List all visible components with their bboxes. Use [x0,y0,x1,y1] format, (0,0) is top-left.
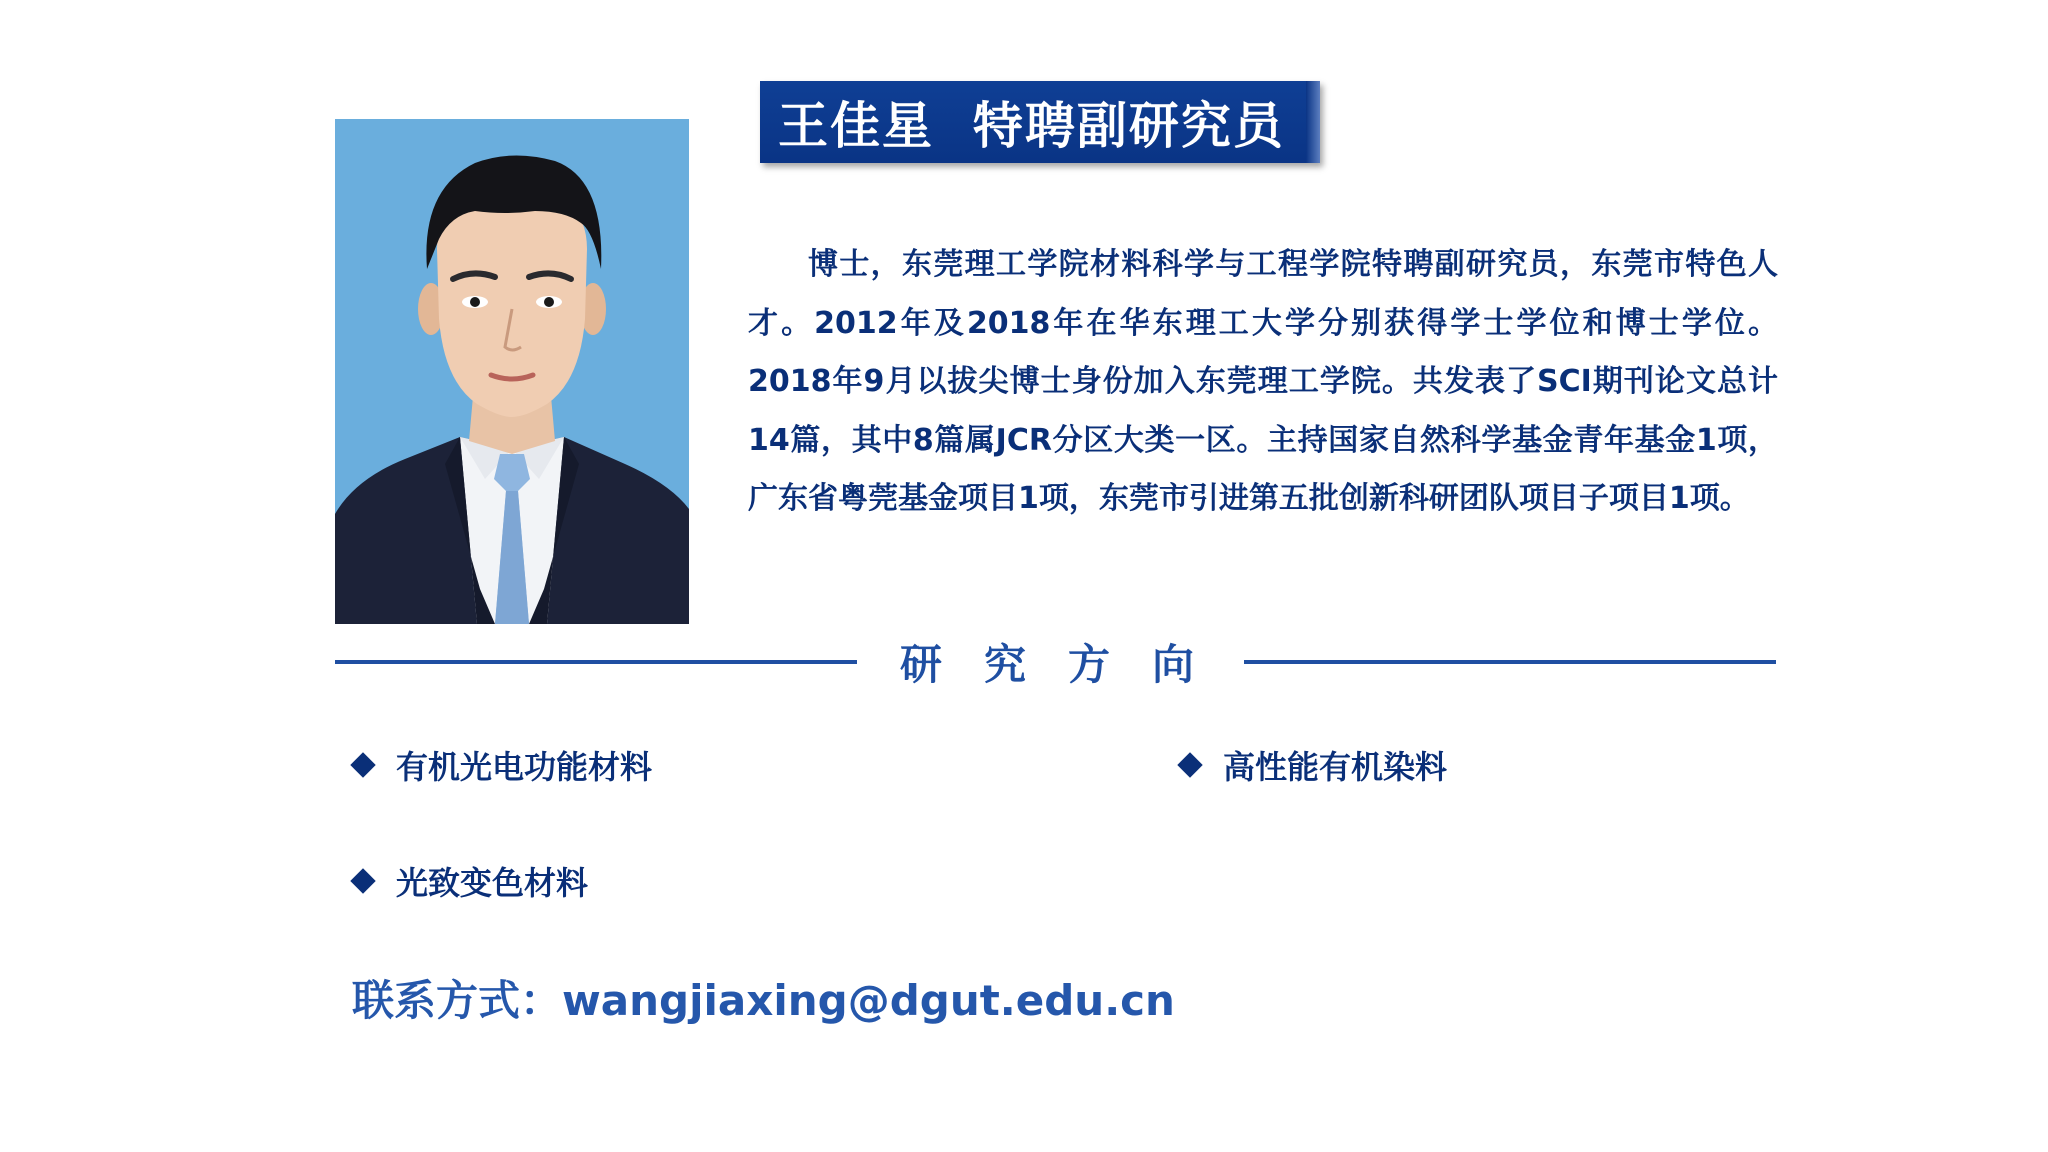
portrait-photo [335,119,689,624]
research-item [1175,742,1447,788]
page-title: 王佳星 特聘副研究员 [778,97,1285,155]
research-item-label: 高性能有机染料 [1223,748,1448,786]
section-divider-right [1244,660,1776,664]
research-item-label: 有机光电功能材料 [396,748,653,786]
bio-paragraph: 博士，东莞理工学院材料科学与工程学院特聘副研究员，东莞市特色人才。2012年及2018年在华东理工大学分别获得学士学位和博士学位。2018年9月以拔尖博士身份加入东莞理工学院。共发表了SCI期刊论文总计14篇，其中8篇属JCR分区大类一区。主持国家自然科学基金青年基金1项，广东省粤莞基金项目1项，东莞市引进第五批创新科研团队项目子项目1项。 [748,247,1778,516]
research-item [348,858,588,904]
title-banner [760,81,1320,163]
diamond-bullet-icon [350,868,375,893]
research-item-label: 光致变色材料 [396,864,589,902]
portrait-image [335,119,689,624]
contact-info: 联系方式：wangjiaxing@dgut.edu.cn [352,976,1175,1025]
diamond-bullet-icon [1177,752,1202,777]
diamond-bullet-icon [350,752,375,777]
section-divider-left [335,660,857,664]
section-title-research: 研究方向 [900,640,1237,689]
research-item [348,742,652,788]
